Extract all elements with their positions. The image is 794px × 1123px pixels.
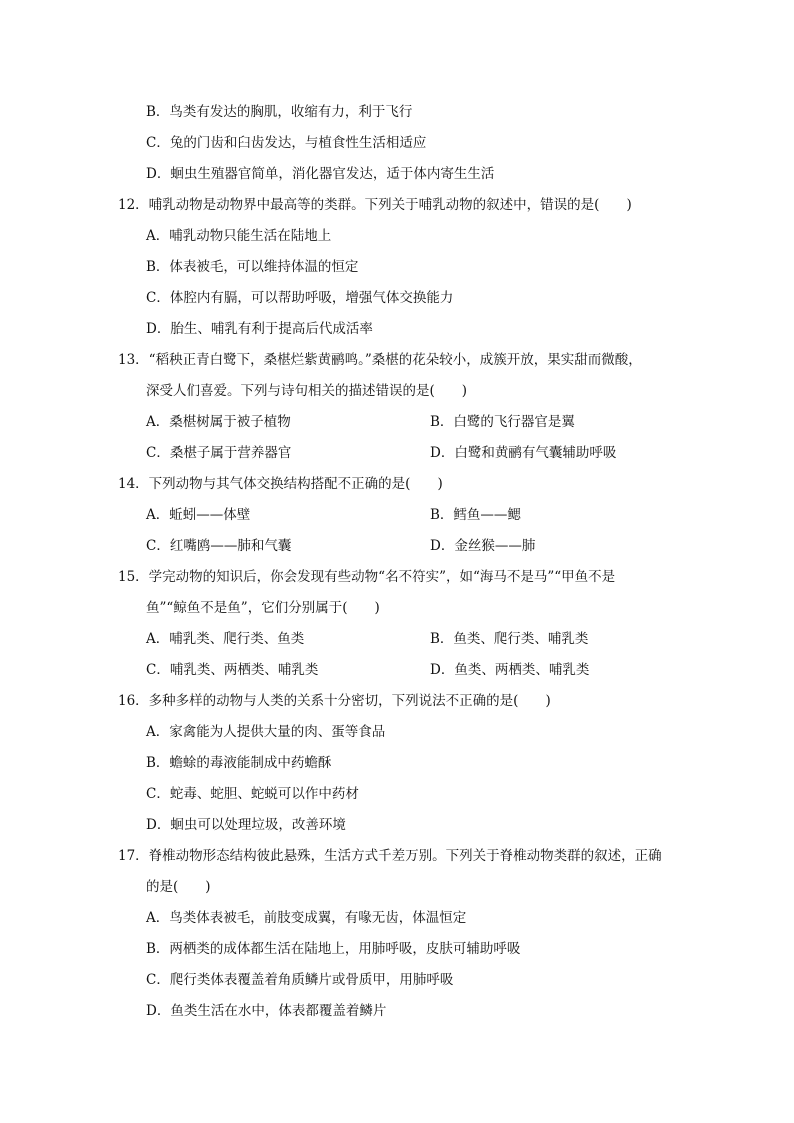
q16-option-c: C．蛇毒、蛇胆、蛇蜕可以作中药材 [146,786,359,802]
q17-option-b: B．两栖类的成体都生活在陆地上，用肺呼吸，皮肤可辅助呼吸 [146,941,521,957]
q16-stem: 16．多种多样的动物与人类的关系十分密切，下列说法不正确的是( ) [118,693,551,709]
q14-option-c: C．红嘴鸥——肺和气囊 [146,538,292,554]
q11-option-b: B．鸟类有发达的胸肌，收缩有力，利于飞行 [146,104,413,120]
q17-stem-line2: 的是( ) [146,879,211,895]
q15-stem-line1: 15．学完动物的知识后，你会发现有些动物“名不符实”，如“海马不是马”“甲鱼不是 [118,569,616,585]
q15-option-b: B．鱼类、爬行类、哺乳类 [430,631,589,647]
q12-option-b: B．体表被毛，可以维持体温的恒定 [146,259,359,275]
q13-stem-line1: 13．“稻秧正青白鹭下，桑椹烂紫黄鹂鸣。”桑椹的花朵较小，成簇开放，果实甜而微酸， [118,352,642,368]
q15-option-d: D．鱼类、两栖类、哺乳类 [430,662,590,678]
q13-option-b: B．白鹭的飞行器官是翼 [430,414,575,430]
q13-stem-line2: 深受人们喜爱。下列与诗句相关的描述错误的是( ) [146,383,468,399]
q12-stem: 12．哺乳动物是动物界中最高等的类群。下列关于哺乳动物的叙述中，错误的是( ) [118,197,632,213]
q17-option-a: A．鸟类体表被毛，前肢变成翼，有喙无齿，体温恒定 [146,910,467,926]
q14-option-a: A．蚯蚓——体壁 [146,507,251,523]
q12-option-d: D．胎生、哺乳有利于提高后代成活率 [146,321,373,337]
q15-option-a: A．哺乳类、爬行类、鱼类 [146,631,305,647]
q11-option-d: D．蛔虫生殖器官简单，消化器官发达，适于体内寄生生活 [146,166,495,182]
q17-stem-line1: 17．脊椎动物形态结构彼此悬殊，生活方式千差万别。下列关于脊椎动物类群的叙述，正确 [118,848,662,864]
q12-option-a: A．哺乳动物只能生活在陆地上 [146,228,332,244]
q17-option-d: D．鱼类生活在水中，体表都覆盖着鳞片 [146,1003,387,1019]
q12-option-c: C．体腔内有膈，可以帮助呼吸，增强气体交换能力 [146,290,454,306]
q11-option-c: C．兔的门齿和臼齿发达，与植食性生活相适应 [146,135,427,151]
q14-option-b: B．鳕鱼——鳃 [430,507,521,523]
q13-option-d: D．白鹭和黄鹂有气囊辅助呼吸 [430,445,617,461]
q16-option-a: A．家禽能为人提供大量的肉、蛋等食品 [146,724,386,740]
q15-stem-line2: 鱼”“鲸鱼不是鱼”，它们分别属于( ) [146,600,380,616]
q13-option-c: C．桑椹子属于营养器官 [146,445,292,461]
q14-stem: 14．下列动物与其气体交换结构搭配不正确的是( ) [118,476,443,492]
q16-option-d: D．蛔虫可以处理垃圾，改善环境 [146,817,346,833]
q15-option-c: C．哺乳类、两栖类、哺乳类 [146,662,319,678]
q13-option-a: A．桑椹树属于被子植物 [146,414,291,430]
q14-option-d: D．金丝猴——肺 [430,538,536,554]
q17-option-c: C．爬行类体表覆盖着角质鳞片或骨质甲，用肺呼吸 [146,972,454,988]
q16-option-b: B．蟾蜍的毒液能制成中药蟾酥 [146,755,332,771]
